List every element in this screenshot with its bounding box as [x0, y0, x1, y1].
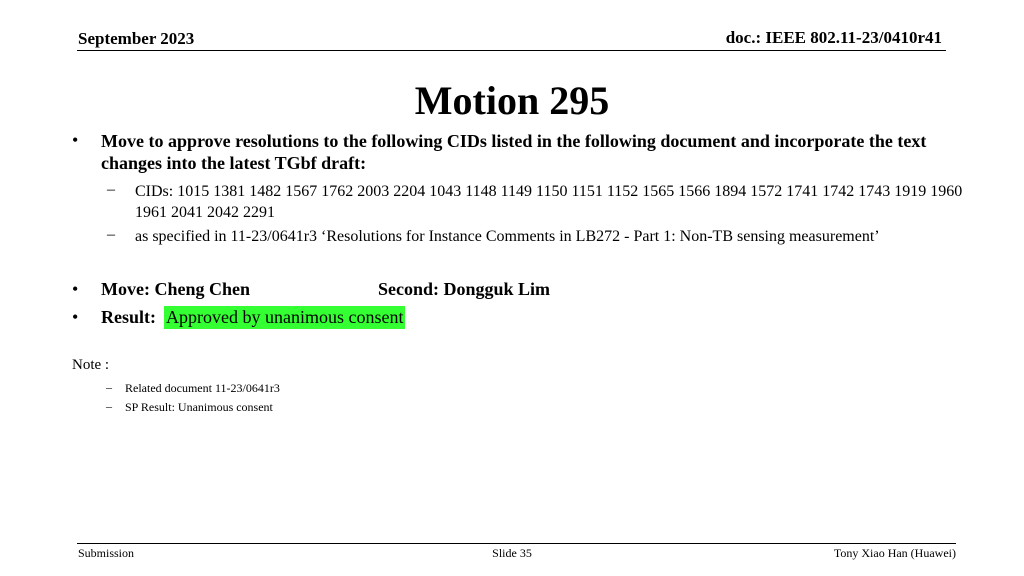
bullet-icon: • [72, 130, 79, 150]
bullet-icon: • [72, 307, 79, 327]
result-value-highlight: Approved by unanimous consent [166, 307, 404, 327]
note-item: SP Result: Unanimous consent [125, 400, 273, 414]
footer-submission: Submission [78, 546, 135, 560]
footer-divider [77, 543, 956, 544]
header-date: September 2023 [78, 29, 195, 48]
dash-icon: – [106, 380, 112, 394]
dash-icon: – [107, 226, 115, 243]
header-divider [77, 50, 946, 51]
footer-slide-number: Slide 35 [492, 546, 532, 560]
header-doc-id: doc.: IEEE 802.11-23/0410r41 [725, 28, 942, 47]
note-label: Note : [72, 357, 110, 373]
dash-icon: – [106, 399, 112, 413]
dash-icon: – [107, 181, 115, 198]
seconder: Second: Dongguk Lim [378, 279, 551, 299]
slide-title: Motion 295 [414, 78, 610, 123]
note-item: Related document 11-23/0641r3 [125, 381, 280, 395]
cid-list: CIDs: 1015 1381 1482 1567 1762 2003 2204 1043 1148 1149 1150 1151 1152 1565 1566 1894 1572 1741 1742 1743 1919 1960 1961 2041 2042 2291 [135, 183, 963, 221]
result-label: Result: [101, 307, 156, 327]
bullet-icon: • [72, 279, 79, 299]
motion-text: Move to approve resolutions to the following CIDs listed in the following document and incorporate the text changes into the latest TGbf draft: [101, 131, 927, 173]
mover: Move: Cheng Chen [101, 279, 250, 299]
document-reference: as specified in 11-23/0641r3 ‘Resolutions for Instance Comments in LB272 - Part 1: Non-TB sensing measurement’ [135, 228, 880, 245]
footer-author: Tony Xiao Han (Huawei) [833, 546, 956, 560]
